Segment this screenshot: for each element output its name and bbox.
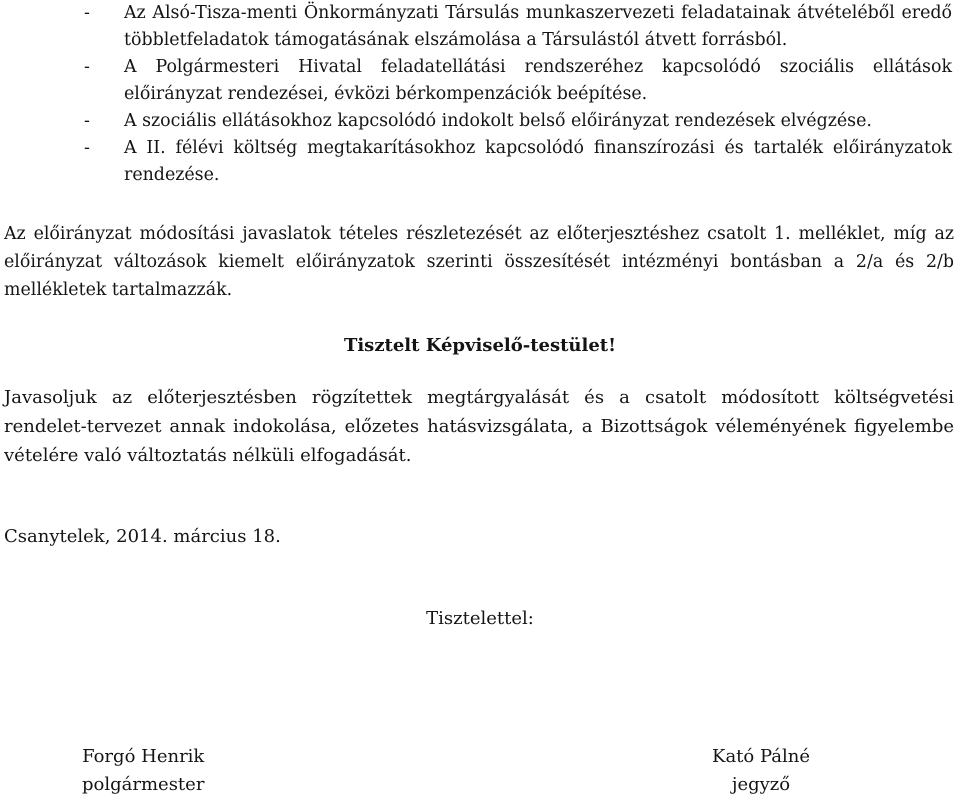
- closing-phrase: Tisztelettel:: [426, 608, 534, 629]
- attachment-paragraph: Az előirányzat módosítási javaslatok tételes részletezését az előterjesztéshez csatolt 1. melléklet, míg az előirányzat változások kiemelt előirányzatok szerinti összesítését intézményi bontásban a 2/a és 2/b mellékletek tartalmazzák.: [4, 224, 954, 300]
- signature-block-notary: [712, 743, 810, 799]
- signatory-name: Forgó Henrik: [82, 746, 205, 767]
- place-date: Csanytelek, 2014. március 18.: [4, 526, 281, 547]
- bullet-item: - Az Alsó-Tisza-menti Önkormányzati Társulás munkaszervezeti feladatainak átvételéből eredő többletfeladatok támogatásának elszámolása a Társulástól átvett forrásból.: [0, 0, 960, 54]
- proposal-paragraph: Javasoljuk az előterjesztésben rögzítettek megtárgyalását és a csatolt módosított költségvetési rendelet-tervezet annak indokolása, előzetes hatásvizsgálata, a Bizottságok véleményének figyelembe vételére való változtatás nélküli elfogadását.: [4, 387, 954, 466]
- bullet-item: - A Polgármesteri Hivatal feladatellátási rendszeréhez kapcsolódó szociális ellátások előirányzat rendezései, évközi bérkompenzációk beépítése.: [0, 54, 960, 108]
- signatory-name: Kató Pálné: [712, 746, 811, 767]
- signatory-title: polgármester: [82, 774, 205, 795]
- bullet-item: - A II. félévi költség megtakarításokhoz kapcsolódó finanszírozási és tartalék előirányzatok rendezése.: [0, 135, 960, 189]
- salutation-heading: Tisztelt Képviselő-testület!: [343, 335, 617, 356]
- bullet-list: [0, 0, 960, 189]
- bullet-item: - A szociális ellátásokhoz kapcsolódó indokolt belső előirányzat rendezések elvégzése.: [0, 108, 960, 135]
- signatory-title: jegyző: [731, 774, 791, 795]
- signature-block-mayor: [82, 743, 204, 799]
